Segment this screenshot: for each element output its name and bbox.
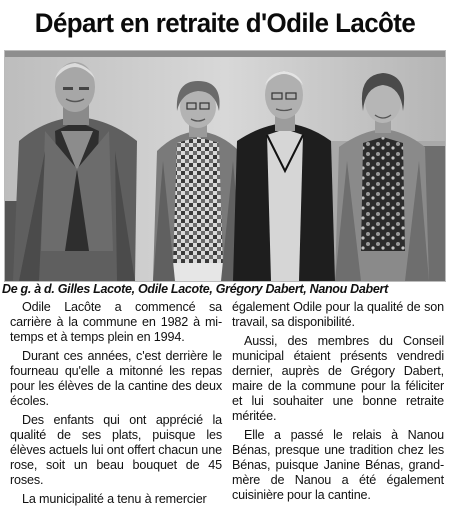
headline: Départ en retraite d'Odile Lacôte	[34, 8, 416, 38]
left-column	[10, 300, 222, 511]
paragraph: Des enfants qui ont apprécié la qualité de ses plats, puisque les élèves actuels lui ont offert chacun une rose, soit un beau bouquet de 45 roses.	[10, 413, 222, 487]
paragraph: Aussi, des membres du Conseil municipal étaient présents vendredi dernier, auprès de Grégory Dabert, maire de la commune pour la féliciter et lui souhaiter une bonne retraite méritée.	[232, 334, 444, 423]
photo-caption: De g. à d. Gilles Lacote, Odile Lacote, Grégory Dabert, Nanou Dabert	[2, 282, 388, 296]
paragraph: également Odile pour la qualité de son travail, sa disponibilité.	[232, 300, 444, 329]
group-photo	[4, 50, 446, 282]
right-column	[232, 300, 444, 507]
paragraph: Durant ces années, c'est derrière le fourneau qu'elle a mitonné les repas pour les élèves de la cantine des deux écoles.	[10, 349, 222, 408]
paragraph: Elle a passé le relais à Nanou Bénas, presque une tradition chez les Bénas, puisque Janine Bénas, grand-mère de Nanou a été également cuisinière pour la cantine.	[232, 428, 444, 502]
paragraph: Odile Lacôte a commencé sa carrière à la commune en 1982 à mi-temps et à temps plein en 1994.	[10, 300, 222, 344]
paragraph: La municipalité a tenu à remercier	[22, 492, 207, 506]
